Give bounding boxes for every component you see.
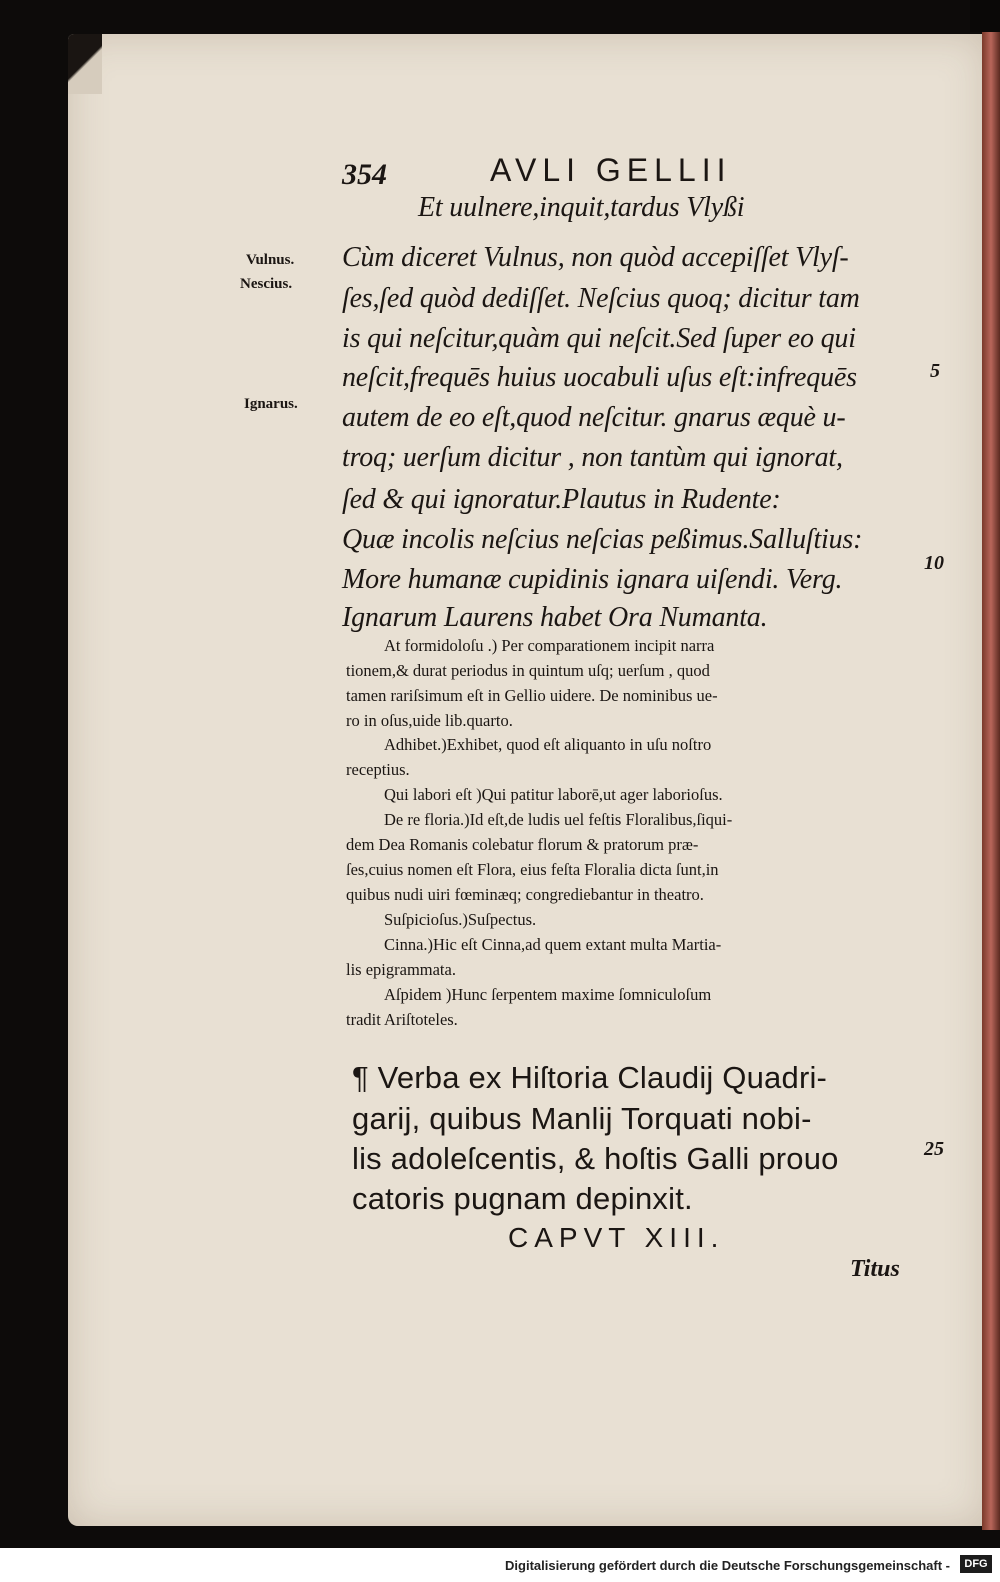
commentary-line: dem Dea Romanis colebatur florum & pratorum præ- [346, 835, 699, 854]
page-edge [982, 30, 1000, 1530]
text-line: ſed & qui ignoratur.Plautus in Rudente: [342, 484, 781, 515]
commentary-line: At formidoloſu .) Per comparationem incipit narra [384, 636, 715, 655]
catchword: Titus [850, 1256, 900, 1282]
commentary-line: ro in oſus,uide lib.quarto. [346, 711, 513, 730]
running-title: AVLI GELLII [490, 152, 732, 188]
commentary-line: tradit Ariſtoteles. [346, 1010, 458, 1029]
commentary-line: Adhibet.)Exhibet, quod eſt aliquanto in uſu noſtro [384, 735, 712, 754]
text-line: autem de eo eſt,quod neſcitur. gnarus æquè u- [342, 402, 846, 433]
commentary-line: tamen rariſsimum eſt in Gellio uidere. De nominibus ue- [346, 686, 718, 705]
text-line: Cùm diceret Vulnus, non quòd accepiſſet Vlyſ- [342, 242, 849, 273]
chapter-heading-line: lis adoleſcentis, & hoſtis Galli prouo [352, 1141, 839, 1176]
margin-note: Vulnus. [246, 252, 295, 268]
text-line: Ignarum Laurens habet Ora Numanta. [342, 602, 768, 633]
folded-corner [68, 34, 102, 94]
footer-credit: Digitalisierung gefördert durch die Deutsche Forschungsgemeinschaft - [505, 1558, 950, 1573]
margin-note: Nescius. [240, 276, 293, 292]
commentary-line: tionem,& durat periodus in quintum uſq; uerſum , quod [346, 661, 710, 680]
margin-note: Ignarus. [244, 396, 298, 412]
chapter-heading-line: ¶ Verba ex Hiſtoria Claudij Quadri- [352, 1060, 828, 1095]
commentary-line: Cinna.)Hic eſt Cinna,ad quem extant multa Martia- [384, 935, 722, 954]
chapter-heading-line: catoris pugnam depinxit. [352, 1181, 693, 1216]
text-line: neſcit,frequēs huius uocabuli uſus eſt:infrequēs [342, 362, 857, 393]
text-line: troq; uerſum dicitur , non tantùm qui ignorat, [342, 442, 843, 473]
line-number: 10 [924, 552, 944, 574]
commentary-line: De re floria.)Id eſt,de ludis uel feſtis Floralibus,ſiqui- [384, 810, 733, 829]
commentary-line: receptius. [346, 760, 410, 779]
line-number: 25 [924, 1138, 944, 1160]
commentary-line: lis epigrammata. [346, 960, 456, 979]
text-line: ſes,ſed quòd dediſſet. Neſcius quoq; dicitur tam [342, 283, 860, 314]
commentary-line: ſes,cuius nomen eſt Flora, eius feſta Floralia dicta ſunt,in [346, 860, 719, 879]
commentary-line: quibus nudi uiri fœminæq; congrediebantur in theatro. [346, 885, 704, 904]
commentary-line: Suſpicioſus.)Suſpectus. [384, 910, 537, 929]
text-line: is qui neſcitur,quàm qui neſcit.Sed ſuper eo qui [342, 323, 856, 354]
text-line: Quæ incolis neſcius neſcias peßimus.Salluſtius: [342, 524, 863, 555]
dfg-logo-icon: DFG [960, 1555, 992, 1573]
footer-bar [0, 1548, 1000, 1582]
page-number: 354 [342, 158, 387, 191]
text-line: Et uulnere,inquit,tardus Vlyßi [418, 192, 745, 223]
commentary-line: Aſpidem )Hunc ſerpentem maxime ſomniculoſum [384, 985, 712, 1004]
line-number: 5 [930, 360, 940, 382]
commentary-line: Qui labori eſt )Qui patitur laborē,ut ager laborioſus. [384, 785, 723, 804]
text-line: More humanæ cupidinis ignara uiſendi. Verg. [342, 564, 843, 595]
chapter-heading-line: garij, quibus Manlij Torquati nobi- [352, 1101, 812, 1136]
chapter-label: CAPVT XIII. [508, 1222, 725, 1253]
